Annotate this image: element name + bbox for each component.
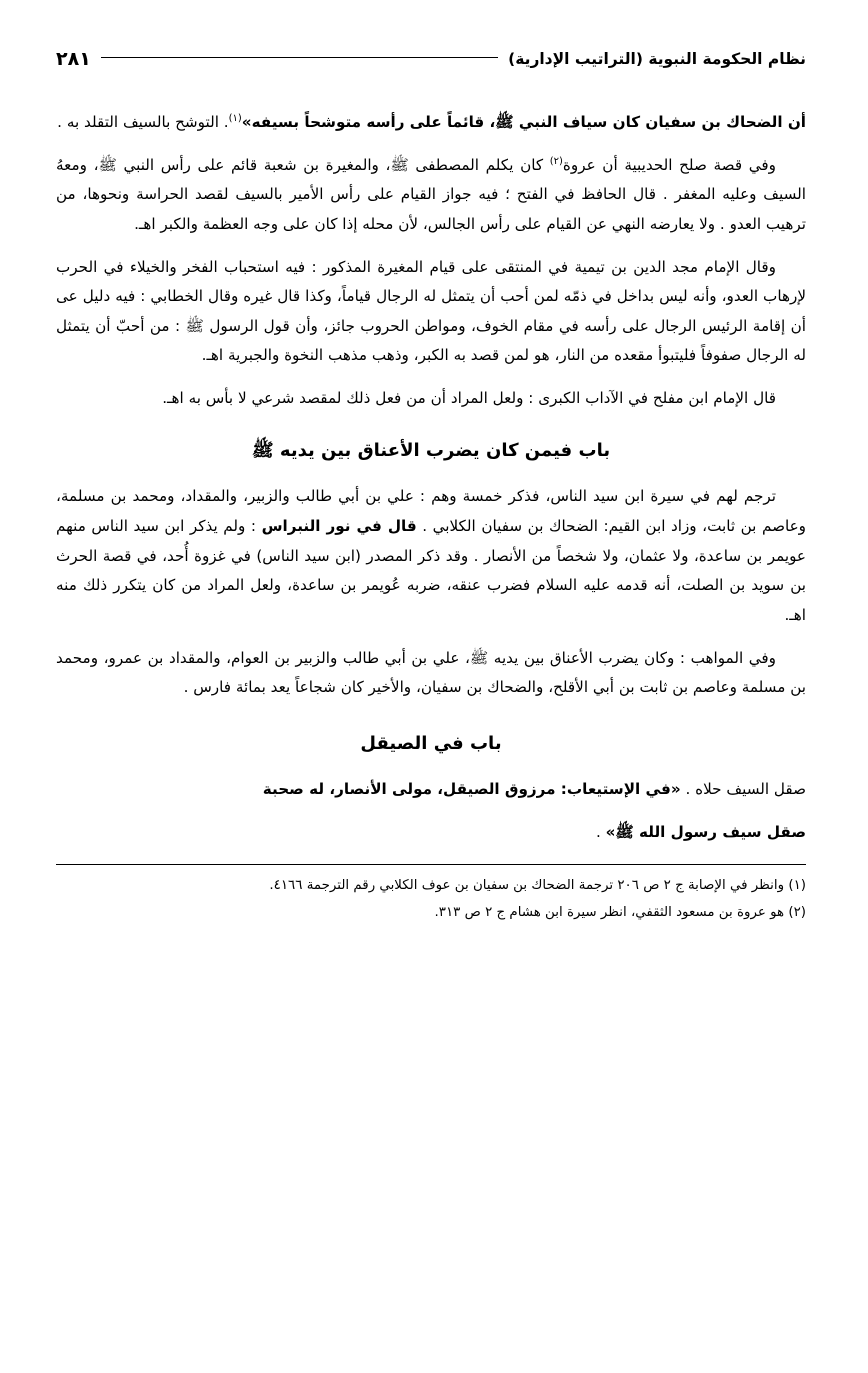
paragraph-2-text-b: كان يكلم المصطفى ﷺ، والمغيرة بن شعبة قائم على رأس النبي ﷺ، ومعهُ السيف وعليه المغفر . قال الحافظ في الفتح ؛ فيه جواز القيام على رأس الأمير بالسيف لقصد الحراسة ونحوها، من ترهيب العدو . ولا يعارضه النهي عن القيام على رأس الجالس، لأن محله إذا كان على وجه العظمة والكبر اهـ. [56,155,806,233]
paragraph-1 [56,108,806,138]
page-header [56,48,806,70]
footnote-marker-2[interactable]: (٢) [549,155,563,167]
paragraph-5-text-a: ترجم لهم في سيرة ابن سيد الناس، فذكر خمسة وهم : علي بن أبي طالب والزبير، والمقداد، ومحمد بن مسلمة، وعاصم بن ثابت، وزاد ابن القيم: الضحاك بن سفيان الكلابي . [56,487,806,535]
paragraph-6: وفي المواهب : وكان يضرب الأعناق بين يديه ﷺ، علي بن أبي طالب والزبير بن العوام، والمقداد بن عمرو، ومحمد بن مسلمة وعاصم بن ثابت بن أبي الأقلح، والضحاك بن سفيان، والأخير كان شجاعاً يعد بمائة فارس . [56,648,806,697]
paragraph-5-text-b: : ولم يذكر ابن سيد الناس منهم عويمر بن ساعدة، ولا عثمان، ولا شخصاً من الأنصار . وقد ذكر المصدر (ابن سيد الناس) في غزوة أُحد، في قصة الحرث بن سويد بن الصلت، أنه قدمه عليه السلام فضرب عنقه، ضربه عُويمر بن ساعدة، ولعل المراد من كان يتكرر ذلك منه اهـ. [56,517,806,624]
paragraph-7-quote-line1: «في الإستيعاب: مرزوق الصيقل، مولى الأنصار، له صحبة [262,780,681,799]
paragraph-7-text-a: صقل السيف حلاه . [680,780,806,799]
paragraph-2-text-a: وفي قصة صلح الحديبية أن عروة [562,155,776,174]
footnote-item: (١) وانظر في الإصابة ج ٢ ص ٢٠٦ ترجمة الضحاك بن سفيان بن عوف الكلابي رقم الترجمة ٤١٦٦. [269,877,806,893]
paragraph-5 [56,482,806,630]
footnotes-block [56,874,806,926]
paragraph-1-text: . التوشح بالسيف التقلد به . [57,113,229,131]
paragraph-4: قال الإمام ابن مفلح في الآداب الكبرى : ولعل المراد أن من فعل ذلك لمقصد شرعي لا بأس به اهـ. [162,389,776,408]
paragraph-7-quote-line2: صقل سيف رسول الله ﷺ» [605,823,806,842]
paragraph-5-source: قال في نور النبراس [261,517,417,535]
header-divider [101,57,498,58]
footnote-separator [56,864,806,865]
chapter-heading-1: باب فيمن كان يضرب الأعناق بين يديه ﷺ [251,439,611,461]
paragraph-7-end: . [595,823,606,842]
page-number: ٢٨١ [56,48,91,70]
footnote-marker-1[interactable]: (١) [228,112,242,124]
chapter-heading-2: باب في الصيقل [360,732,502,754]
paragraph-3: وقال الإمام مجد الدين بن تيمية في المنتقى على قيام المغيرة المذكور : فيه استحباب الفخر والخيلاء في الحرب لإرهاب العدو، وأنه ليس بداخل في ذمّه لمن أحب أن يتمثل له الرجال قياماً، وكذا قال غيره وقال الخطابي : فيه دليل عى أن إقامة الرئيس الرجال على رأسه في مقام الخوف، ومواطن الحروب جائز، وأن قول الرسول ﷺ : من أحبّ أن يتمثل له الرجال صفوفاً فليتبوأ مقعده من النار، هو لمن قصد به الكبر، وذهب مذهب النخوة والجبرية اهـ. [56,257,806,365]
paragraph-7-line2 [56,818,806,848]
paragraph-1-quote: أن الضحاك بن سفيان كان سياف النبي ﷺ، قائماً على رأسه متوشحاً بسيفه» [241,113,806,131]
page-content [56,108,806,848]
paragraph-2 [56,151,806,240]
book-title: نظام الحكومة النبوية (التراتيب الإدارية) [508,50,806,68]
paragraph-7 [56,775,806,805]
footnote-item: (٢) هو عروة بن مسعود الثقفي، انظر سيرة ابن هشام ج ٢ ص ٣١٣. [434,904,806,920]
